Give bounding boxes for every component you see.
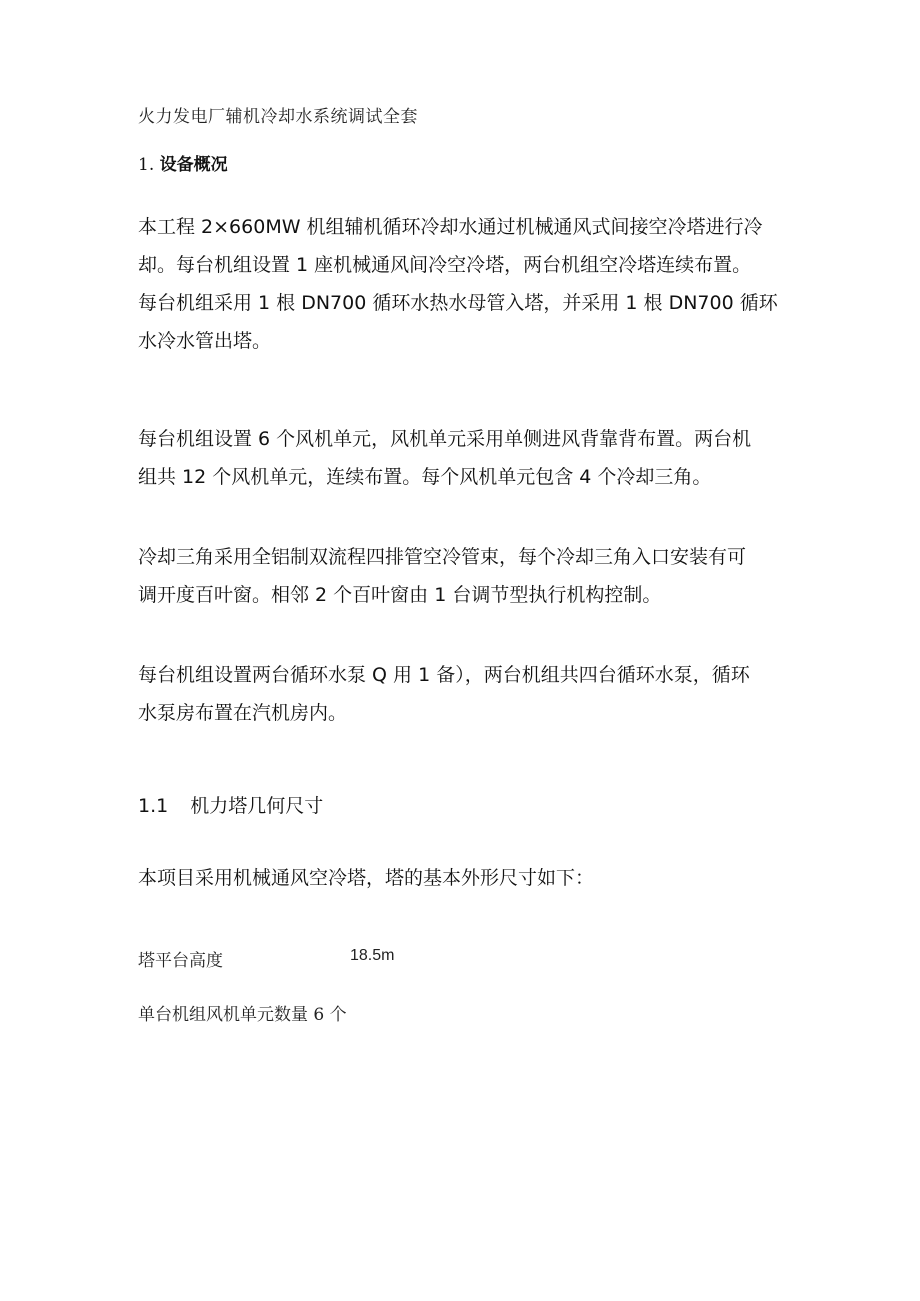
paragraph-4 (138, 656, 788, 732)
paragraph-line: 水泵房布置在汽机房内。 (138, 702, 348, 724)
paragraph-line: 每台机组设置两台循环水泵 Q 用 1 备），两台机组共四台循环水泵，循环 (138, 664, 750, 686)
subsection-title: 机力塔几何尺寸 (190, 795, 324, 817)
document-title: 火力发电厂辅机冷却水系统调试全套 (138, 107, 418, 127)
spec-row (138, 946, 395, 971)
paragraph-line: 每台机组采用 1 根 DN700 循环水热水母管入塔，并采用 1 根 DN700 循环 (138, 292, 778, 314)
subsection-number: 1.1 (138, 795, 169, 817)
section-title: 设备概况 (159, 155, 228, 175)
section-number: 1. (138, 155, 155, 175)
spec-label: 塔平台高度 (138, 951, 223, 971)
subsection-heading (138, 791, 323, 818)
paragraph-line: 水冷水管出塔。 (138, 330, 272, 352)
paragraph-3 (138, 538, 788, 614)
intro-text: 本项目采用机械通风空冷塔，塔的基本外形尺寸如下： (138, 867, 595, 889)
paragraph-line: 调开度百叶窗。相邻 2 个百叶窗由 1 台调节型执行机构控制。 (138, 584, 662, 606)
paragraph-line: 本工程 2×660MW 机组辅机循环冷却水通过机械通风式间接空冷塔进行冷 (138, 216, 763, 238)
paragraph-1 (138, 208, 788, 360)
paragraph-line: 每台机组设置 6 个风机单元，风机单元采用单侧进风背靠背布置。两台机 (138, 428, 752, 450)
spec-row (138, 1000, 347, 1025)
paragraph-line: 却。每台机组设置 1 座机械通风间冷空冷塔，两台机组空冷塔连续布置。 (138, 254, 752, 276)
paragraph-line: 组共 12 个风机单元，连续布置。每个风机单元包含 4 个冷却三角。 (138, 466, 712, 488)
section-heading (138, 150, 228, 175)
spec-value: 18.5m (350, 947, 395, 964)
paragraph-line: 冷却三角采用全铝制双流程四排管空冷管束，每个冷却三角入口安装有可 (138, 546, 747, 568)
spec-label: 单台机组风机单元数量 6 个 (138, 1005, 347, 1025)
paragraph-2 (138, 420, 788, 496)
